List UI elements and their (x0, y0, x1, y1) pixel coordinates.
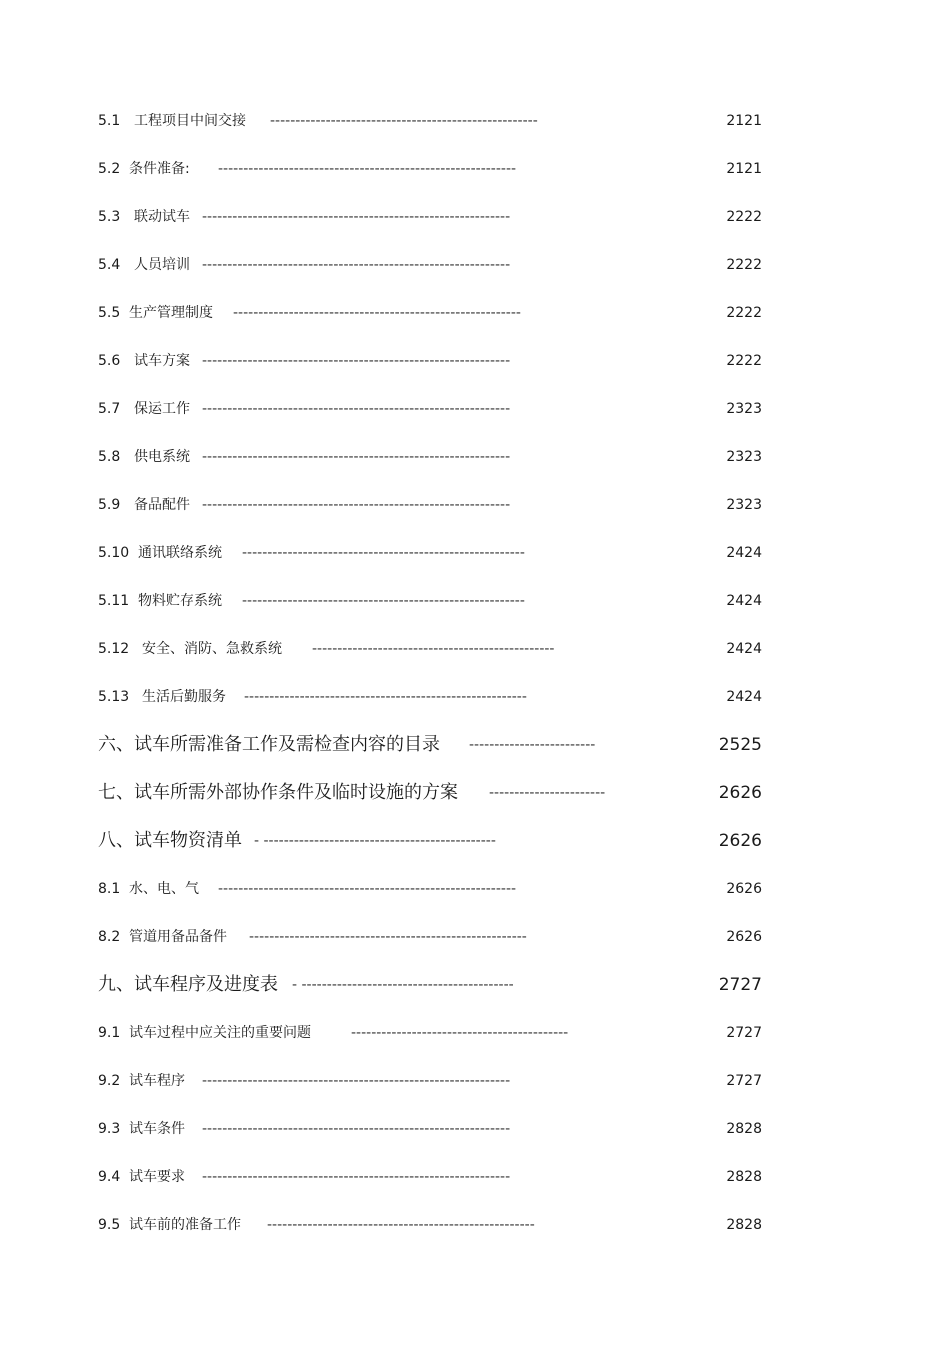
toc-entry-page: 2222 (726, 353, 762, 369)
toc-chapter-leader: - ---------------------------------------------- (254, 833, 496, 849)
toc-entry-number: 5.13 (98, 689, 130, 705)
toc-entry-leader: ------------------------------------------------------------- (202, 1169, 510, 1185)
toc-entry-leader: ------------------------------------------------------------- (202, 449, 510, 465)
toc-entry-leader: ------------------------------------------------ (312, 641, 555, 657)
toc-entry-page: 2626 (726, 881, 762, 897)
toc-entry-number: 5.6 (98, 353, 121, 369)
toc-entry-number: 5.10 (98, 545, 130, 561)
toc-chapter-number: 七、 (98, 782, 134, 803)
toc-entry-leader: ------------------------------------------------------------- (202, 257, 510, 273)
toc-chapter-title: 试车所需准备工作及需检查内容的目录 (134, 734, 440, 755)
toc-entry-number: 8.1 (98, 881, 121, 897)
toc-entry-page: 2424 (726, 641, 762, 657)
toc-entry-leader: -------------------------------------------------------- (242, 545, 525, 561)
toc-entry-leader: ------------------------------------------------------------- (202, 353, 510, 369)
toc-entry-leader: ------------------------------------------- (351, 1025, 569, 1041)
toc-entry[interactable] (98, 346, 762, 376)
toc-entry-leader: --------------------------------------------------------- (233, 305, 521, 321)
toc-chapter-number: 六、 (98, 734, 134, 755)
toc-entry-leader: ----------------------------------------------------- (267, 1217, 535, 1233)
toc-entry-leader: ------------------------------------------------------------- (202, 497, 510, 513)
toc-entry-number: 5.9 (98, 497, 121, 513)
toc-entry-page: 2323 (726, 497, 762, 513)
toc-entry-title: 备品配件 (134, 497, 190, 513)
toc-entry-page: 2828 (726, 1121, 762, 1137)
toc-chapter-page: 2626 (718, 831, 762, 851)
toc-entry-page: 2323 (726, 449, 762, 465)
toc-entry[interactable] (98, 250, 762, 280)
toc-entry-title: 试车前的准备工作 (129, 1217, 241, 1233)
toc-entry-number: 5.5 (98, 305, 121, 321)
toc-entry[interactable] (98, 538, 762, 568)
toc-entry-number: 5.8 (98, 449, 121, 465)
toc-entry-page: 2222 (726, 209, 762, 225)
toc-entry-title: 试车要求 (129, 1169, 185, 1185)
toc-entry-title: 试车条件 (129, 1121, 185, 1137)
toc-entry-leader: ------------------------------------------------------------- (202, 1121, 510, 1137)
toc-entry-number: 9.1 (98, 1025, 121, 1041)
toc-chapter-page: 2525 (718, 735, 762, 755)
toc-entry[interactable] (98, 202, 762, 232)
toc-entry-leader: ----------------------------------------------------------- (218, 161, 517, 177)
toc-chapter-page: 2626 (718, 783, 762, 803)
toc-entry[interactable] (98, 1066, 762, 1096)
toc-entry-page: 2828 (726, 1169, 762, 1185)
toc-entry-page: 2121 (726, 161, 762, 177)
toc-entry-page: 2222 (726, 305, 762, 321)
toc-entry-leader: ------------------------------------------------------------- (202, 401, 510, 417)
toc-entry-number: 8.2 (98, 929, 121, 945)
toc-entry-number: 9.3 (98, 1121, 121, 1137)
toc-entry-title: 工程项目中间交接 (134, 113, 246, 129)
toc-entry[interactable] (98, 1162, 762, 1192)
toc-entry-title: 生活后勤服务 (142, 689, 226, 705)
toc-entry-title: 试车方案 (134, 353, 190, 369)
toc-chapter-leader: ------------------------- (469, 737, 596, 753)
toc-entry-title: 人员培训 (134, 257, 190, 273)
toc-chapter[interactable] (98, 778, 762, 808)
toc-entry[interactable] (98, 634, 762, 664)
toc-entry-title: 供电系统 (134, 449, 190, 465)
toc-chapter-leader: ----------------------- (489, 785, 606, 801)
toc-entry-page: 2727 (726, 1073, 762, 1089)
toc-entry-page: 2222 (726, 257, 762, 273)
toc-entry-leader: ----------------------------------------------------------- (218, 881, 517, 897)
toc-entry-title: 保运工作 (134, 401, 190, 417)
toc-entry-page: 2424 (726, 545, 762, 561)
toc-entry-number: 5.4 (98, 257, 121, 273)
toc-entry-leader: -------------------------------------------------------- (242, 593, 525, 609)
toc-entry[interactable] (98, 442, 762, 472)
toc-entry[interactable] (98, 874, 762, 904)
toc-entry-title: 通讯联络系统 (138, 545, 222, 561)
toc-entry[interactable] (98, 490, 762, 520)
toc-chapter[interactable] (98, 826, 762, 856)
toc-entry-title: 安全、消防、急救系统 (142, 641, 282, 657)
toc-entry-number: 9.2 (98, 1073, 121, 1089)
toc-chapter-title: 试车物资清单 (134, 830, 242, 851)
toc-chapter-number: 九、 (98, 974, 134, 995)
toc-chapter-title: 试车所需外部协作条件及临时设施的方案 (134, 782, 458, 803)
toc-entry-title: 物料贮存系统 (138, 593, 222, 609)
toc-entry-number: 5.12 (98, 641, 130, 657)
toc-entry-leader: ------------------------------------------------------- (249, 929, 527, 945)
toc-entry-leader: ------------------------------------------------------------- (202, 209, 510, 225)
toc-entry-page: 2424 (726, 593, 762, 609)
toc-entry-title: 生产管理制度 (129, 305, 213, 321)
toc-entry[interactable] (98, 154, 762, 184)
toc-entry-number: 9.4 (98, 1169, 121, 1185)
toc-entry[interactable] (98, 922, 762, 952)
toc-entry-leader: ------------------------------------------------------------- (202, 1073, 510, 1089)
toc-entry-leader: ----------------------------------------------------- (270, 113, 538, 129)
toc-entry-title: 条件准备: (129, 161, 190, 177)
toc-entry[interactable] (98, 1210, 762, 1240)
toc-chapter-page: 2727 (718, 975, 762, 995)
toc-entry-title: 水、电、气 (129, 881, 199, 897)
toc-entry[interactable] (98, 1018, 762, 1048)
toc-entry[interactable] (98, 682, 762, 712)
toc-entry-number: 5.2 (98, 161, 121, 177)
toc-entry-title: 管道用备品备件 (129, 929, 227, 945)
toc-entry-leader: -------------------------------------------------------- (244, 689, 527, 705)
toc-entry-number: 5.3 (98, 209, 121, 225)
toc-entry-page: 2424 (726, 689, 762, 705)
toc-entry-page: 2626 (726, 929, 762, 945)
toc-chapter-leader: - ------------------------------------------ (292, 977, 514, 993)
toc-entry[interactable] (98, 394, 762, 424)
toc-entry-number: 9.5 (98, 1217, 121, 1233)
toc-entry[interactable] (98, 298, 762, 328)
toc-entry-number: 5.1 (98, 113, 121, 129)
toc-entry-number: 5.11 (98, 593, 130, 609)
toc-entry-page: 2323 (726, 401, 762, 417)
toc-chapter[interactable] (98, 970, 762, 1000)
toc-entry-page: 2121 (726, 113, 762, 129)
toc-entry-number: 5.7 (98, 401, 121, 417)
toc-entry-title: 联动试车 (134, 209, 190, 225)
toc-entry-title: 试车程序 (129, 1073, 185, 1089)
toc-entry[interactable] (98, 586, 762, 616)
toc-entry[interactable] (98, 1114, 762, 1144)
toc-entry[interactable] (98, 106, 762, 136)
toc-chapter[interactable] (98, 730, 762, 760)
toc-entry-title: 试车过程中应关注的重要问题 (129, 1025, 311, 1041)
toc-chapter-title: 试车程序及进度表 (134, 974, 278, 995)
toc-chapter-number: 八、 (98, 830, 134, 851)
toc-entry-page: 2727 (726, 1025, 762, 1041)
toc-entry-page: 2828 (726, 1217, 762, 1233)
